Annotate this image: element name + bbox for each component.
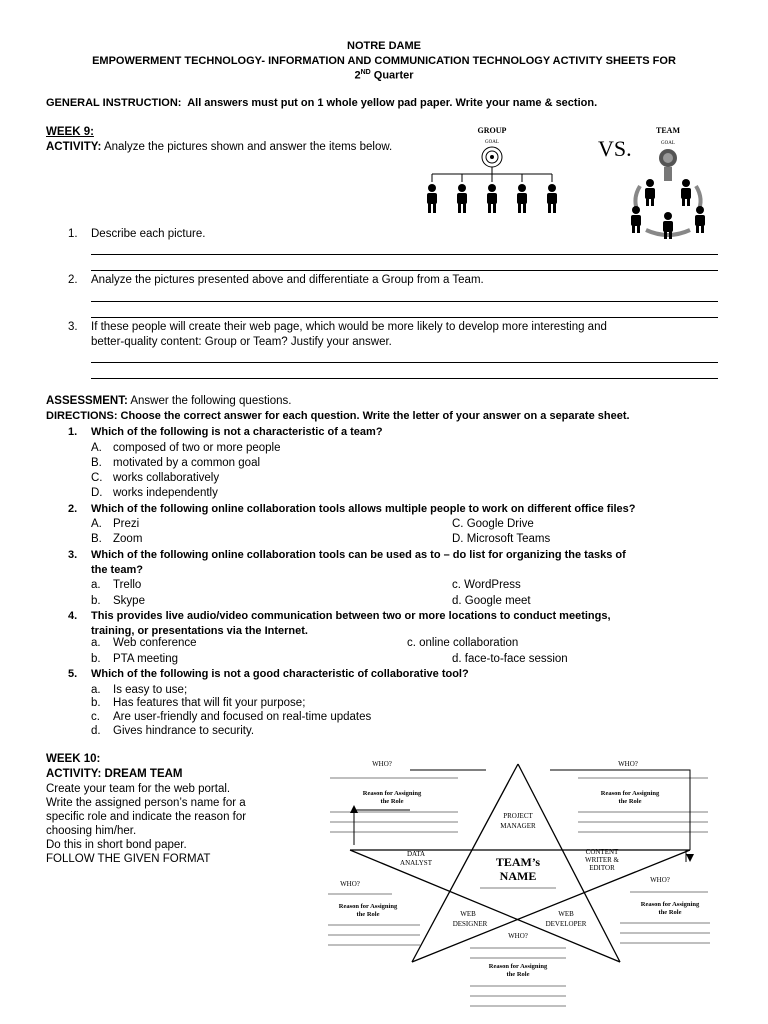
option-text: Gives hindrance to security. [113, 725, 255, 737]
role-project-manager: PROJECT [503, 812, 533, 820]
role-content-writer-2: WRITER & [584, 856, 620, 864]
option-text: Zoom [113, 533, 143, 545]
who-label: WHO? [618, 760, 638, 768]
question-number: 1. [68, 426, 78, 438]
reason-label-2: the Role [658, 909, 682, 916]
who-label: WHO? [650, 876, 670, 884]
week10-line: FOLLOW THE GIVEN FORMAT [46, 853, 211, 865]
option-text: Trello [113, 579, 142, 591]
option-text: PTA meeting [113, 653, 178, 665]
dream-team-diagram [320, 750, 720, 1010]
question-text-cont: the team? [91, 564, 143, 576]
option-letter: C. [91, 472, 103, 484]
who-label: WHO? [372, 760, 392, 768]
question-number: 2. [68, 503, 78, 515]
group-goal-target-icon [482, 147, 502, 174]
option-text: composed of two or more people [113, 442, 281, 454]
reason-label-2: the Role [356, 911, 380, 918]
option-text: motivated by a common goal [113, 457, 261, 469]
option-letter: b. [91, 595, 101, 607]
role-web-developer-2: DEVELOPER [545, 920, 587, 928]
option-letter: b. [91, 653, 101, 665]
question-number: 3. [68, 549, 78, 561]
item-text: Describe each picture. [91, 228, 206, 240]
option-text: d. Google meet [452, 595, 531, 607]
answer-line [91, 378, 718, 379]
reason-label: Reason for Assigning [362, 790, 422, 797]
option-text: c. online collaboration [407, 637, 519, 649]
school-name: NOTRE DAME [347, 40, 421, 52]
question-number: 5. [68, 668, 78, 680]
reason-label-2: the Role [380, 798, 404, 805]
answer-line [91, 317, 718, 318]
role-web-developer: WEB [558, 910, 574, 918]
week10-line: Create your team for the web portal. [46, 783, 231, 795]
role-web-designer-2: DESIGNER [452, 920, 488, 928]
option-text: C. Google Drive [452, 518, 534, 530]
option-letter: B. [91, 533, 102, 545]
team-goal-target-icon [659, 149, 677, 181]
general-instruction: GENERAL INSTRUCTION: All answers must put on 1 whole yellow pad paper. Write your name & section. [46, 97, 598, 109]
option-letter: a. [91, 637, 101, 649]
item-text-cont: better-quality content: Group or Team? Justify your answer. [91, 336, 392, 348]
answer-line [91, 270, 718, 271]
week10-line: Do this in short bond paper. [46, 839, 187, 851]
option-letter: b. [91, 697, 101, 709]
role-data-analyst: DATA [406, 850, 426, 858]
team-name-title: TEAM’s [495, 855, 541, 869]
role-project-manager-2: MANAGER [500, 822, 536, 830]
question-text: Which of the following is not a good characteristic of collaborative tool? [91, 668, 469, 680]
answer-line [91, 301, 718, 302]
week10-line: specific role and indicate the reason for [46, 811, 247, 823]
assessment-directions: DIRECTIONS: Choose the correct answer for each question. Write the letter of your answer on a separate sheet. [46, 410, 630, 422]
question-text: Which of the following online collaboration tools allows multiple people to work on different office files? [91, 503, 636, 515]
option-text: Skype [113, 595, 145, 607]
option-letter: d. [91, 725, 101, 737]
reason-label: Reason for Assigning [488, 963, 548, 970]
reason-label: Reason for Assigning [600, 790, 660, 797]
team-label: TEAM [656, 126, 680, 135]
arrow-head-icon [686, 854, 694, 862]
vs-text: VS. [598, 136, 632, 161]
week10-label: WEEK 10: [46, 753, 101, 765]
option-text: d. face-to-face session [452, 653, 568, 665]
item-number: 2. [68, 274, 78, 286]
quarter-title: 2ND Quarter [354, 69, 414, 82]
option-text: Is easy to use; [113, 684, 188, 696]
option-letter: a. [91, 684, 101, 696]
option-text: Are user-friendly and focused on real-time updates [113, 711, 372, 723]
option-letter: c. [91, 711, 100, 723]
reason-label-2: the Role [618, 798, 642, 805]
question-text: Which of the following is not a characteristic of a team? [91, 426, 383, 438]
group-goal-label: GOAL [485, 140, 499, 145]
team-name-title-2: NAME [499, 869, 537, 883]
reason-label: Reason for Assigning [338, 903, 398, 910]
group-vs-team-figure [410, 124, 730, 244]
answer-line [91, 362, 718, 363]
question-text: This provides live audio/video communication between two or more locations to conduct meetings, [91, 610, 611, 622]
question-number: 4. [68, 610, 78, 622]
team-goal-label: GOAL [661, 141, 675, 146]
role-content-writer: CONTENT [585, 848, 619, 856]
item-text: Analyze the pictures presented above and differentiate a Group from a Team. [91, 274, 484, 286]
reason-label: Reason for Assigning [640, 901, 700, 908]
option-text: Web conference [113, 637, 197, 649]
option-text: Prezi [113, 518, 140, 530]
answer-line [91, 254, 718, 255]
option-letter: A. [91, 442, 102, 454]
who-label: WHO? [340, 880, 360, 888]
week10-line: choosing him/her. [46, 825, 137, 837]
week10-line: Write the assigned person’s name for a [46, 797, 246, 809]
week10-activity: ACTIVITY: DREAM TEAM [46, 768, 183, 780]
role-web-designer: WEB [460, 910, 476, 918]
option-text: works collaboratively [113, 472, 220, 484]
group-label: GROUP [477, 126, 507, 135]
question-text-cont: training, or presentations via the Internet. [91, 625, 308, 637]
item-number: 3. [68, 321, 78, 333]
option-text: c. WordPress [452, 579, 521, 591]
reason-label-2: the Role [506, 971, 530, 978]
week9-activity: ACTIVITY: Analyze the pictures shown and answer the items below. [46, 141, 393, 153]
who-label: WHO? [508, 932, 528, 940]
assessment-heading: ASSESSMENT: Answer the following questions. [46, 395, 292, 407]
option-text: works independently [113, 487, 218, 499]
option-text: D. Microsoft Teams [452, 533, 551, 545]
question-text: Which of the following online collaboration tools can be used as to – do list for organizing the tasks of [91, 549, 626, 561]
item-number: 1. [68, 228, 78, 240]
option-letter: D. [91, 487, 103, 499]
group-connector-lines [432, 174, 552, 182]
item-text: If these people will create their web page, which would be more likely to develop more interesting and [91, 321, 607, 333]
option-letter: B. [91, 457, 102, 469]
option-text: Has features that will fit your purpose; [113, 697, 306, 709]
role-data-analyst-2: ANALYST [400, 859, 432, 867]
group-people-icons [427, 184, 557, 213]
week9-label: WEEK 9: [46, 126, 94, 138]
role-content-writer-3: EDITOR [589, 864, 615, 872]
option-letter: a. [91, 579, 101, 591]
option-letter: A. [91, 518, 102, 530]
document-subject: EMPOWERMENT TECHNOLOGY- INFORMATION AND COMMUNICATION TECHNOLOGY ACTIVITY SHEETS FOR [92, 55, 676, 67]
team-people-icons [631, 179, 705, 239]
